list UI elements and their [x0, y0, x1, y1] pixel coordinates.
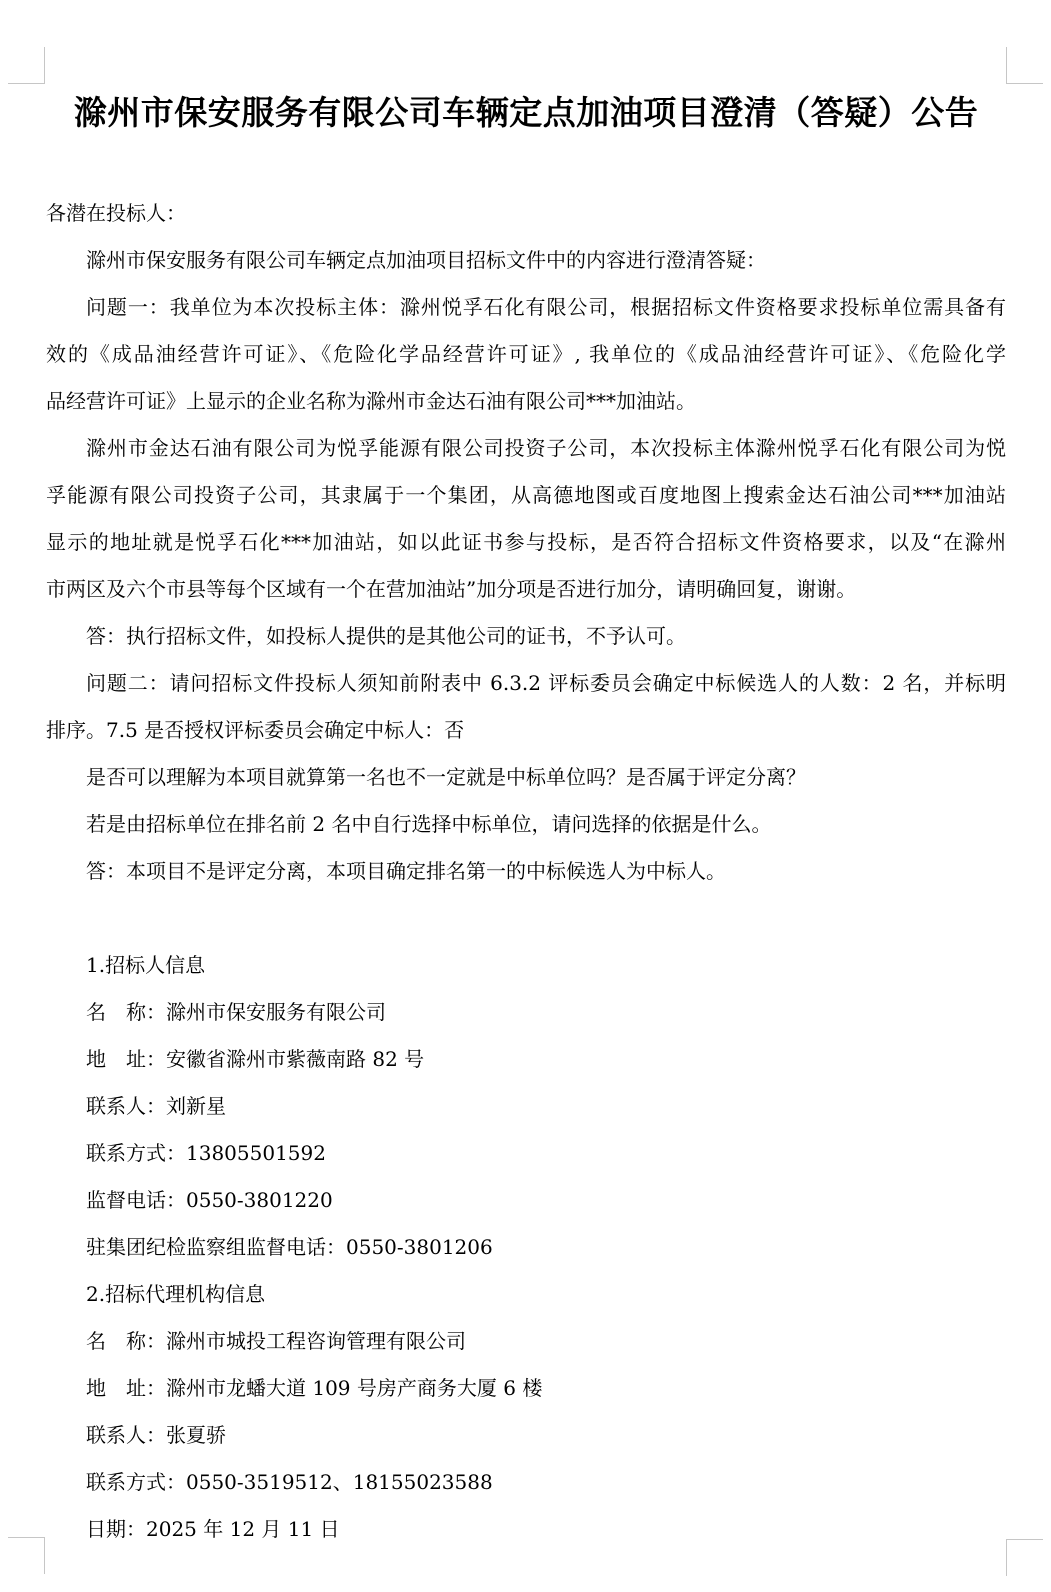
agency-info-heading: 2.招标代理机构信息	[86, 1282, 266, 1306]
bidder-contact-person: 联系人：刘新星	[86, 1094, 226, 1118]
question-1-detail-line-2: 孚能源有限公司投资子公司，其隶属于一个集团，从高德地图或百度地图上搜索金达石油公司***加油站	[46, 483, 1006, 507]
question-1-detail-line-3: 显示的地址就是悦孚石化***加油站，如以此证书参与投标，是否符合招标文件资格要求，以及“在滁州	[46, 530, 1006, 554]
bidder-info-heading: 1.招标人信息	[86, 953, 206, 977]
agency-contact-phone: 联系方式：0550-3519512、18155023588	[86, 1470, 493, 1494]
margin-crop-mark-top-right	[1006, 47, 1043, 84]
question-2-followup-1: 是否可以理解为本项目就算第一名也不一定就是中标单位吗？是否属于评定分离？	[86, 765, 806, 789]
document-page	[46, 88, 1006, 1553]
margin-crop-mark-bottom-right	[1006, 1539, 1043, 1576]
question-1-detail-line-4: 市两区及六个市县等每个区域有一个在营加油站”加分项是否进行加分，请明确回复，谢谢。	[46, 577, 857, 601]
answer-2: 答：本项目不是评定分离，本项目确定排名第一的中标候选人为中标人。	[86, 859, 726, 883]
salutation: 各潜在投标人：	[46, 201, 186, 225]
margin-crop-mark-top-left	[8, 47, 45, 84]
document-body	[46, 190, 1006, 1553]
question-1-line-3: 品经营许可证》上显示的企业名称为滁州市金达石油有限公司***加油站。	[46, 389, 696, 413]
spacer	[46, 895, 1006, 942]
date: 日期：2025 年 12 月 11 日	[86, 1517, 340, 1541]
answer-1: 答：执行招标文件，如投标人提供的是其他公司的证书，不予认可。	[86, 624, 686, 648]
question-2-line-2: 排序。7.5 是否授权评标委员会确定中标人：否	[46, 718, 465, 742]
agency-name: 名 称：滁州市城投工程咨询管理有限公司	[86, 1329, 466, 1353]
bidder-contact-phone: 联系方式：13805501592	[86, 1141, 326, 1165]
question-1-line-1: 问题一：我单位为本次投标主体：滁州悦孚石化有限公司，根据招标文件资格要求投标单位需具备有	[86, 295, 1006, 319]
agency-contact-person: 联系人：张夏骄	[86, 1423, 226, 1447]
question-1-detail-line-1: 滁州市金达石油有限公司为悦孚能源有限公司投资子公司，本次投标主体滁州悦孚石化有限公司为悦	[86, 436, 1006, 460]
bidder-name: 名 称：滁州市保安服务有限公司	[86, 1000, 386, 1024]
bidder-discipline-inspection-phone: 驻集团纪检监察组监督电话：0550-3801206	[86, 1235, 493, 1259]
agency-address: 地 址：滁州市龙蟠大道 109 号房产商务大厦 6 楼	[86, 1376, 543, 1400]
margin-crop-mark-bottom-left	[8, 1537, 45, 1574]
bidder-address: 地 址：安徽省滁州市紫薇南路 82 号	[86, 1047, 425, 1071]
question-2-line-1: 问题二：请问招标文件投标人须知前附表中 6.3.2 评标委员会确定中标候选人的人数：2 名，并标明	[86, 671, 1006, 695]
intro: 滁州市保安服务有限公司车辆定点加油项目招标文件中的内容进行澄清答疑：	[86, 248, 766, 272]
document-title: 滁州市保安服务有限公司车辆定点加油项目澄清（答疑）公告	[73, 93, 979, 132]
bidder-supervision-phone: 监督电话：0550-3801220	[86, 1188, 333, 1212]
question-2-followup-2: 若是由招标单位在排名前 2 名中自行选择中标单位，请问选择的依据是什么。	[86, 812, 772, 836]
question-1-line-2: 效的《成品油经营许可证》、《危险化学品经营许可证》, 我单位的《成品油经营许可证》、《危险化学	[46, 342, 1006, 366]
